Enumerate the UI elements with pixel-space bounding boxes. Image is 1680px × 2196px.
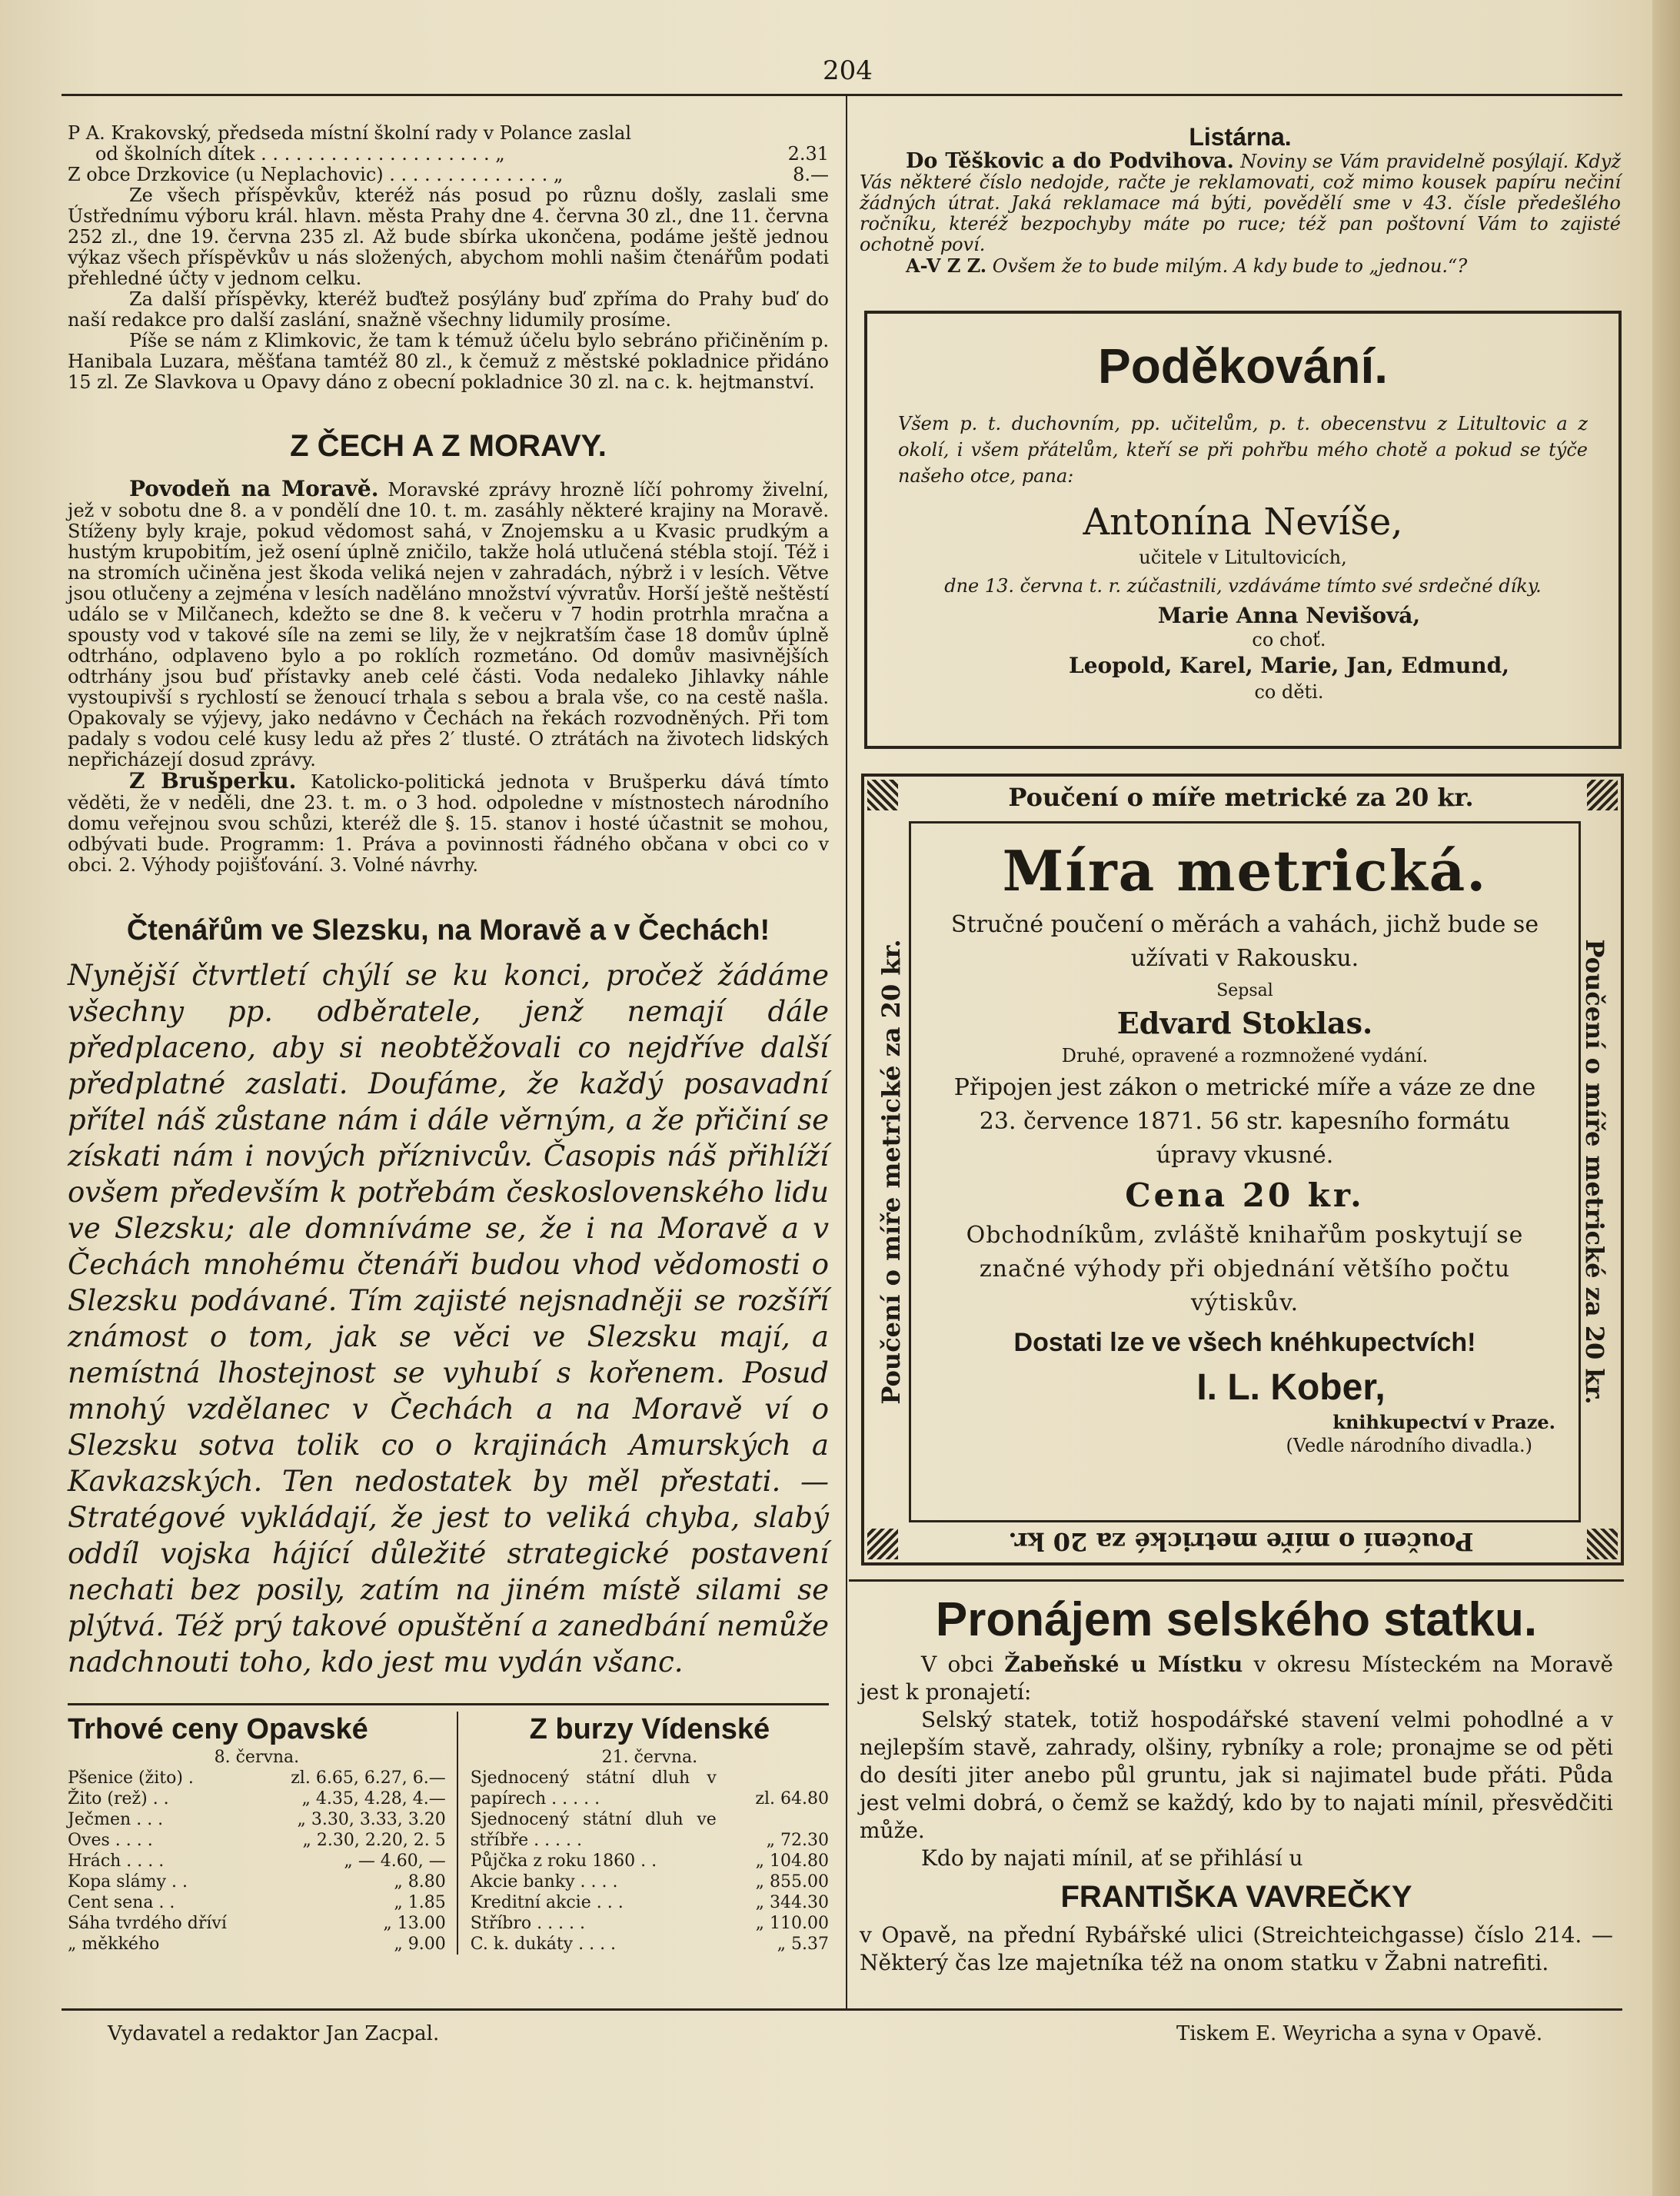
market-row: Žito (rež) . . „ 4.35, 4.28, 4.—	[68, 1789, 446, 1808]
market-date: 8. června.	[214, 1748, 300, 1767]
ornament-corner	[867, 1529, 898, 1559]
listarna	[860, 123, 1621, 277]
donation-list	[68, 123, 829, 185]
border-text-top: Poučení o míře metrické za 20 kr.	[1008, 783, 1474, 812]
listarna-title: Listárna.	[1189, 123, 1292, 151]
market-title: Trhové ceny Opavské	[68, 1713, 368, 1745]
border-text-left: Poučení o míře metrické za 20 kr.	[877, 939, 906, 1405]
deceased-role: učitele v Litultovicích,	[1139, 547, 1347, 568]
metric-law: Připojen jest zákon o metrické míře a váze ze dne 23. července 1871. 56 str. kapesního formátu úpravy vkusné.	[953, 1074, 1536, 1169]
metric-seller-role: knihkupectví v Praze.	[1332, 1411, 1555, 1433]
ornament-corner	[1587, 1529, 1618, 1559]
listarna-entry: A-V Z Z. Ovšem že to bude milým. A kdy bude to „jednou.“?	[906, 255, 1468, 277]
border-text-bottom: Poučení o míře metrické za 20 kr.	[1008, 1527, 1474, 1556]
metric-by: Sepsal	[1216, 981, 1273, 1000]
market-prices	[68, 1712, 458, 1955]
metric-ad-frame	[861, 774, 1624, 1565]
children-role: co děti.	[1254, 681, 1324, 703]
bourse-row: Akcie banky . . . . „ 855.00	[470, 1872, 829, 1892]
metric-seller: I. L. Kober,	[1196, 1367, 1386, 1408]
lease-ad	[849, 1579, 1624, 1977]
bourse-row: Kreditní akcie . . . „ 344.30	[470, 1893, 829, 1912]
page-number: 204	[823, 55, 873, 86]
signer: Marie Anna Nevišová,	[1157, 603, 1421, 628]
market-row: Pšenice (žito) . zl. 6.65, 6.27, 6.—	[68, 1768, 446, 1788]
thanks-title: Poděkování.	[1098, 338, 1388, 394]
column-divider	[846, 95, 847, 2008]
donation-paragraph: Za další příspěvky, kteréž buďtež posýlány buď zpříma do Prahy buď do naší redakce pro další zaslání, snažně všechny lidumily prosíme.	[68, 288, 829, 331]
readers-title: Čtenářům ve Slezsku, na Moravě a v Čechách!	[126, 914, 770, 947]
market-row: Ječmen . . . „ 3.30, 3.33, 3.20	[68, 1810, 446, 1829]
metric-title: Míra metrická.	[1002, 838, 1488, 903]
metric-edition: Druhé, opravené a rozmnožené vydání.	[1061, 1045, 1429, 1066]
publisher-footer: Vydavatel a redaktor Jan Zacpal.	[108, 2022, 440, 2045]
metric-price: Cena 20 kr.	[1125, 1176, 1365, 1214]
ornament-corner	[1587, 780, 1618, 810]
market-row: Oves . . . . „ 2.30, 2.20, 2. 5	[68, 1831, 446, 1850]
metric-description: Stručné poučení o měrách a vahách, jichž bude se užívati v Rakousku.	[950, 911, 1539, 972]
lease-description: Selský statek, totiž hospodářské stavení velmi pohodlné a v nejlepším stavě, zahrady, olšiny, rybníky a role; pronajme se od pěti do desíti jiter anebo půl gruntu, jak si najimatel bude přáti. Půda jest velmi dobrá, o čemž se každý, kdo by to najati mínil, přesvědčiti může.	[860, 1707, 1613, 1843]
bourse-row: Stříbro . . . . . „ 110.00	[470, 1914, 829, 1933]
lease-intro: V obci Žabeňské u Místku v okresu Místeckém na Moravě jest k pronajetí:	[860, 1652, 1614, 1705]
lease-owner: FRANTIŠKA VAVREČKY	[1060, 1880, 1412, 1914]
children-signers: Leopold, Karel, Marie, Jan, Edmund,	[1069, 653, 1509, 678]
lease-contact: Kdo by najati mínil, ať se přihlásí u	[921, 1845, 1303, 1871]
thanks-intro: Všem p. t. duchovním, pp. učitelům, p. t. obecenstvu z Litultovic a z okolí, i všem přátelům, kteří se při pohřbu mého chotě a pokud se týče našeho otce, pana:	[898, 413, 1588, 487]
listarna-entry: Do Těškovic a do Podvihova. Noviny se Vám pravidelně posýlají. Když Vás některé číslo nedojde, račte je reklamovati, což mimo kousek papíru nečiní žádných útrat. Jaká reklamace má býti, povědělí sme v 43. čísle předešlého ročníku, kteréž bezpochyby máte po ruce; též pan poštovní Vám to zajisté ochotně poví.	[860, 149, 1621, 255]
page-spine-edge	[1652, 0, 1680, 2196]
metric-availability: Dostati lze ve všech knéhkupectvích!	[1013, 1328, 1476, 1357]
metric-author: Edvard Stoklas.	[1116, 1006, 1373, 1040]
market-row: „ měkkého „ 9.00	[68, 1935, 446, 1954]
bourse-date: 21. června.	[601, 1748, 698, 1767]
news-lead: Z Brušperku.	[129, 768, 297, 794]
thanks-date-line: dne 13. června t. r. zúčastnili, vzdáváme tímto své srdečné díky.	[944, 575, 1542, 597]
bourse-row: C. k. dukáty . . . . „ 5.37	[470, 1935, 829, 1954]
lease-address: v Opavě, na přední Rybářské ulici (Streichteichgasse) číslo 214. — Některý čas lze majetníka též na onom statku v Žabni natrefiti.	[860, 1922, 1613, 1975]
market-row: Cent sena . . „ 1.85	[68, 1893, 446, 1912]
ornament-corner	[867, 780, 898, 810]
market-row: Hrách . . . . „ — 4.60, —	[68, 1852, 446, 1871]
donation-paragraph: Píše se nám z Klimkovic, že tam k témuž účelu bylo sebráno přičiněním p. Hanibala Luzara, měšťana tamtéž 80 zl., k čemuž z městské pokladnice přidáno 15 zl. Ze Slavkova u Opavy dáno z obecní pokladnice 30 zl. na c. k. hejtmanství.	[68, 330, 829, 393]
bourse-row: Sjednocený státní dluh v papírech . . . . . zl. 64.80	[470, 1768, 829, 1808]
market-row: Sáha tvrdého dříví „ 13.00	[68, 1914, 446, 1933]
deceased-name: Antonína Nevíše,	[1083, 501, 1403, 544]
readers-appeal: Nynější čtvrtletí chýlí se ku konci, pročež žádáme všechny pp. odběratele, jenž nemají dále předplaceno, aby si neobtěžovali co nejdříve další předplatné zaslati. Doufáme, že každý posavadní přítel náš zůstane nám i dále věrným, a že přičiní se získati nám i nových příznivcův. Časopis náš přihlíží ovšem především k potřebám československého lidu ve Slezsku; ale domníváme se, že i na Moravě a v Čechách mnohému čtenáři budou vhod vědomosti o Slezsku podávané. Tím zajisté nejsnadněji se rozšíří známost o tom, jak se věci ve Slezsku mají, a nemístná lhostejnost se vyhubí s kořenem. Posud mnohý vzdělanec v Čechách a na Moravě ví o Slezsku sotva tolik co o krajinách Amurských a Kavkazských. Ten nedostatek by měl přestati. — Stratégové vykládají, že jest to veliká chyba, slabý oddíl vojska hájící důležité strategické postavení nechati bez posily, zatím na jiném místě silami se plýtvá. Též prý takové opuštění a zanedbání nemůže nadchnouti toho, kdo jest mu vydán všanc.	[68, 959, 829, 1679]
left-column	[68, 123, 829, 1955]
news-item: Z Brušperku. Katolicko-politická jednota v Brušperku dává tímto věděti, že v neděli, dne 23. t. m. o 3 hod. odpoledne v místnostech národního domu veřejnou svou schůzi, kteréž dle §. 15. stanov i hosté účastnit se mohou, odbývati bude. Programm: 1. Práva a povinnosti řádného občana v obci co v obci. 2. Výhody pojišťování. 3. Volné návrhy.	[68, 768, 829, 876]
bourse-row: Sjednocený státní dluh ve stříbře . . . . . „ 72.30	[470, 1810, 829, 1850]
thanks-notice	[864, 311, 1622, 749]
metric-merchants: Obchodníkům, zvláště knihařům poskytují se značné výhody při objednání většího počtu výtiskův.	[966, 1222, 1524, 1316]
news-lead: Povodeň na Moravě.	[129, 476, 379, 501]
section-title: Z ČECH A Z MORAVY.	[290, 429, 607, 463]
border-text-right: Poučení o míře metrické za 20 kr.	[1580, 939, 1609, 1405]
donation-row: P A. Krakovský, předseda místní školní rady v Polance zaslal	[68, 122, 632, 144]
news-item: Povodeň na Moravě. Moravské zprávy hrozně líčí pohromy živelní, jež v sobotu dne 8. a v pondělí dne 10. t. m. zasáhly některé krajiny na Moravě. Stíženy byly kraje, pokud vědomost sahá, v Znojemsku a u Kvasic prudkým a hustým krupobitím, jež osení úplně zničilo, takže holá utlučená stébla stojí. Též i na stromích učiněna jest škoda veliká nejen v zahradách, nýbrž i v lesích. Větve jsou otlučeny a zejména v lesích naděláno množství vývratův. Horší ještě neštěstí událo se v Milčanech, kdežto se dne 8. k večeru v 7 hodin protrhla mračna a spousty vod v takové síle na zemi se lily, že v nejkratším čase 18 domův úplně odtrháno, odplaveno bylo a po roklích rozmetáno. Od domův masivnějších odtrhány jsou buď přístavky aneb celé části. Voda nedaleko Jihlavky náhle vystoupivší s rychlostí se ženoucí trhala s sebou a brala vše, co na cestě našla. Opakovaly se výjevy, jako nedávno v Čechách na řekách rozvodněných. Při tom padaly s vodou celé kusy ledu až přes 2′ tlusté. O ztrátách na životech lidských nepřicházejí dosud zprávy.	[68, 476, 829, 770]
donation-paragraph: Ze všech příspěvkův, kteréž nás posud po různu došly, zaslali sme Ústřednímu výboru král. hlavn. města Prahy dne 4. června 30 zl., dne 11. června 252 zl., dne 19. června 235 zl. Až bude sbírka ukončena, podáme ještě jednou výkaz všech příspěvkův u nás složených, abychom mohli našim čtenářům podati přehledné účty v jednom celku.	[68, 185, 829, 289]
donation-row: od školních dítek . . . . . . . . . . . . . . . . . . . . „ 2.31	[95, 143, 829, 165]
donation-row: Z obce Drzkovice (u Neplachovic) . . . . . . . . . . . . . . „ 8.—	[68, 164, 829, 185]
top-rule	[62, 94, 1622, 96]
printer-footer: Tiskem E. Weyricha a syna v Opavě.	[1176, 2022, 1543, 2045]
metric-seller-address: (Vedle národního divadla.)	[1286, 1435, 1532, 1456]
price-tables	[68, 1703, 829, 1955]
market-row: Kopa slámy . . „ 8.80	[68, 1872, 446, 1892]
bottom-rule	[62, 2008, 1622, 2011]
lease-title: Pronájem selského statku.	[935, 1593, 1538, 1646]
bourse-row: Půjčka z roku 1860 . . „ 104.80	[470, 1852, 829, 1871]
bourse-title: Z burzy Vídenské	[529, 1713, 770, 1745]
signer-role: co choť.	[1252, 629, 1326, 650]
bourse-prices	[458, 1712, 829, 1955]
metric-ad-inner	[909, 821, 1581, 1522]
